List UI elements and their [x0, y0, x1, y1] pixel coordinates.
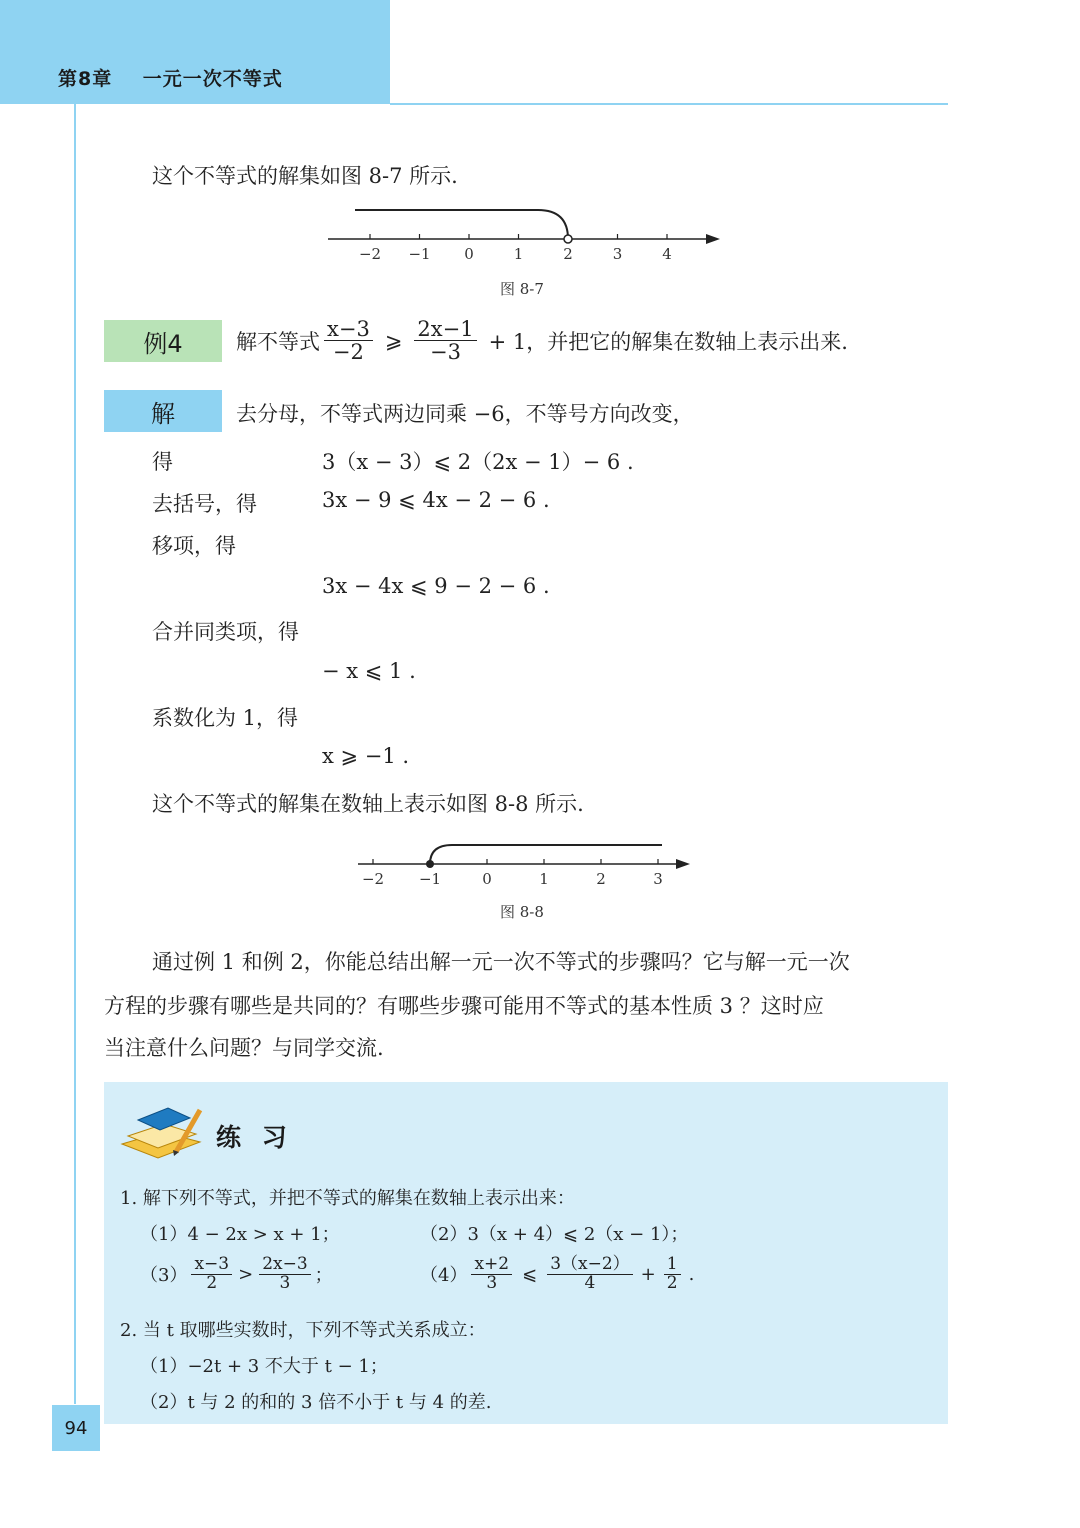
- tick-label: 2: [563, 245, 573, 263]
- tick-label: 0: [464, 245, 474, 263]
- tick-label: 3: [612, 245, 623, 263]
- step-expression: x ⩾ −1 .: [322, 744, 410, 768]
- rhs-numerator: 2x−1: [414, 318, 476, 341]
- number-line-fig-8-7: [320, 200, 730, 270]
- relation-sign: ⩾: [384, 328, 403, 353]
- fraction-numerator: x−3: [191, 1256, 232, 1275]
- fraction-numerator: 1: [664, 1256, 681, 1275]
- tick-label: 3: [653, 870, 663, 888]
- page-number: 94: [52, 1405, 100, 1451]
- exercise-item: [420, 1256, 694, 1293]
- solution-label: 解: [104, 390, 222, 432]
- example-statement: [236, 318, 848, 363]
- solution-ray: [355, 210, 568, 239]
- discussion-line: 当注意什么问题？与同学交流.: [104, 1036, 384, 1060]
- fraction-denominator: 3: [279, 1272, 291, 1293]
- item-prefix: （4）: [420, 1265, 468, 1287]
- fraction-denominator: 4: [584, 1272, 596, 1293]
- exercise-item: [140, 1256, 333, 1293]
- step-expression: 3x − 4x ⩽ 9 − 2 − 6 .: [322, 574, 550, 598]
- intro-text: 这个不等式的解集如图 8-7 所示.: [152, 164, 458, 188]
- fraction-denominator: 2: [666, 1272, 678, 1293]
- tick-label: 4: [662, 245, 672, 263]
- step-label: 移项，得: [152, 534, 236, 558]
- tick-label: 0: [482, 870, 492, 888]
- step-label: 得: [152, 450, 173, 474]
- example-suffix: + 1，并把它的解集在数轴上表示出来.: [488, 329, 848, 354]
- exercise-item: （2）t 与 2 的和的 3 倍不小于 t 与 4 的差.: [140, 1392, 492, 1413]
- axis-arrow-icon: [706, 234, 720, 244]
- plus-sign: +: [640, 1263, 656, 1285]
- figure-caption-8-7: 图 8-7: [500, 280, 544, 298]
- relation-sign: >: [238, 1263, 254, 1285]
- fraction-denominator: 3: [486, 1272, 498, 1293]
- step-label: 系数化为 1，得: [152, 706, 299, 730]
- exercise-item: （2）3（x + 4）⩽ 2（x − 1）；: [420, 1224, 689, 1245]
- rhs-denominator: −3: [430, 340, 461, 365]
- exercise-item: （1）4 − 2x > x + 1；: [140, 1224, 340, 1245]
- header-rule: [390, 103, 948, 105]
- item-end: ；: [314, 1265, 333, 1287]
- step-label: 去括号，得: [152, 492, 257, 516]
- example-label: 例4: [104, 320, 222, 362]
- solution-conclusion: 这个不等式的解集在数轴上表示如图 8-8 所示.: [152, 792, 584, 816]
- relation-sign: ⩽: [522, 1263, 538, 1285]
- tick-label: −1: [418, 870, 442, 888]
- step-expression: − x ⩽ 1 .: [322, 659, 416, 683]
- discussion-line: 通过例 1 和例 2，你能总结出解一元一次不等式的步骤吗？它与解一元一次: [152, 950, 850, 974]
- solution-first-line: 去分母，不等式两边同乘 −6，不等号方向改变，: [236, 402, 694, 426]
- lhs-denominator: −2: [332, 340, 364, 365]
- chapter-title: 第8章 一元一次不等式: [58, 68, 283, 90]
- step-expression: 3x − 9 ⩽ 4x − 2 − 6 .: [322, 488, 550, 512]
- fraction-numerator: x+2: [471, 1256, 512, 1275]
- books-pencil-icon: [118, 1102, 204, 1164]
- solution-ray: [430, 845, 662, 864]
- tick-label: −1: [408, 245, 431, 263]
- exercise-item: （1）−2t + 3 不大于 t − 1；: [140, 1356, 388, 1377]
- step-label: 合并同类项，得: [152, 620, 299, 644]
- tick-label: −2: [358, 245, 382, 263]
- figure-caption-8-8: 图 8-8: [500, 903, 544, 921]
- step-expression: 3（x − 3）⩽ 2（2x − 1）− 6 .: [322, 450, 634, 474]
- margin-rule: [74, 104, 76, 1404]
- item-end: .: [688, 1263, 695, 1285]
- number-line-fig-8-8: [350, 836, 700, 896]
- axis-arrow-icon: [676, 859, 690, 869]
- example-prefix: 解不等式: [236, 329, 320, 354]
- exercise-question-2: 2. 当 t 取哪些实数时，下列不等式关系成立：: [120, 1320, 486, 1341]
- exercise-question-1: 1. 解下列不等式，并把不等式的解集在数轴上表示出来：: [120, 1188, 575, 1209]
- tick-label: −2: [361, 870, 385, 888]
- open-endpoint: [564, 235, 572, 243]
- discussion-line: 方程的步骤有哪些是共同的？有哪些步骤可能用不等式的基本性质 3 ？这时应: [104, 994, 824, 1018]
- fraction-numerator: 2x−3: [259, 1256, 310, 1275]
- tick-label: 1: [539, 870, 549, 888]
- lhs-numerator: x−3: [324, 318, 373, 341]
- fraction-denominator: 2: [206, 1272, 218, 1293]
- tick-label: 2: [596, 870, 606, 888]
- tick-label: 1: [513, 245, 524, 263]
- fraction-numerator: 3（x−2）: [547, 1256, 632, 1275]
- item-prefix: （3）: [140, 1265, 188, 1287]
- closed-endpoint: [426, 860, 434, 868]
- exercise-title: 练 习: [216, 1123, 293, 1152]
